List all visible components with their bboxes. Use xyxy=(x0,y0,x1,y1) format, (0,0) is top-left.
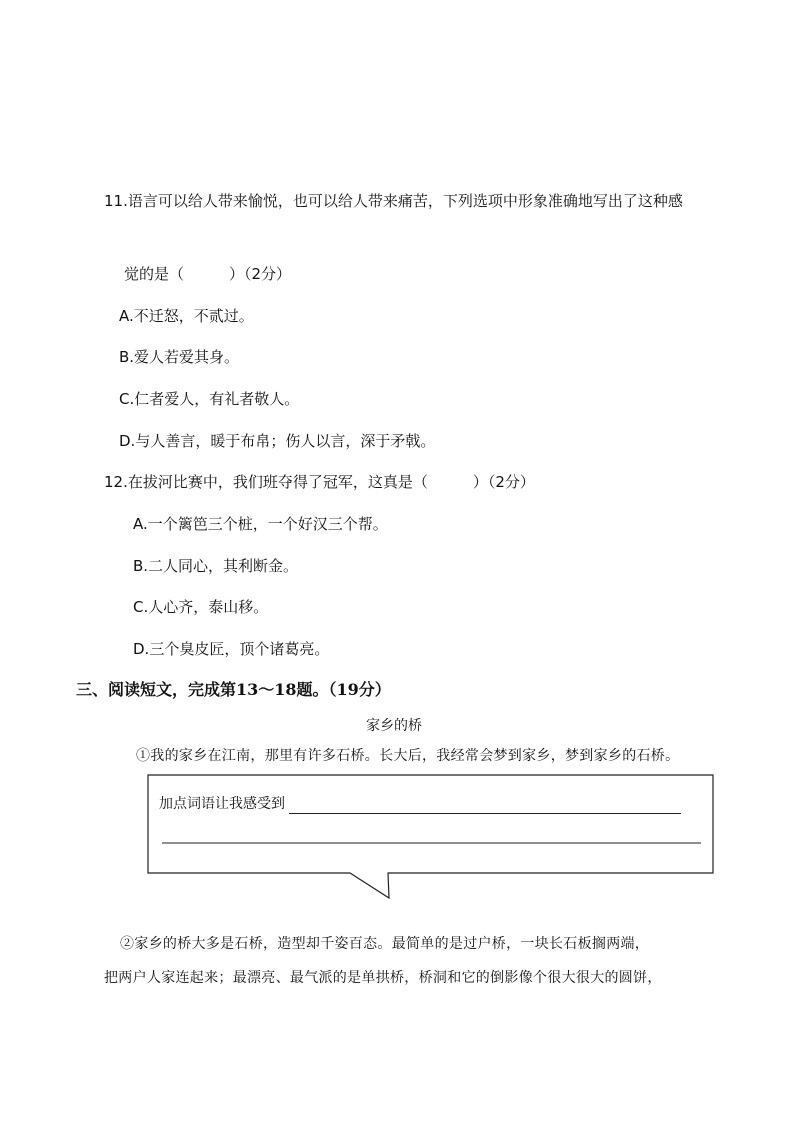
question-11-option-c: C.仁者爱人，有礼者敬人。 xyxy=(119,390,300,408)
article-title: 家乡的桥 xyxy=(366,718,422,734)
question-11-option-a: A.不迁怒，不贰过。 xyxy=(119,307,254,325)
paragraph-2-line-2: 把两户人家连起来；最漂亮、最气派的是单拱桥，桥洞和它的倒影像个很大很大的圆饼， xyxy=(104,970,662,986)
question-12-option-c: C.人心齐，泰山移。 xyxy=(133,598,269,616)
question-11-option-b: B.爱人若爱其身。 xyxy=(119,348,240,366)
paragraph-2-line-1: ②家乡的桥大多是石桥，造型却千姿百态。最简单的是过户桥，一块长石板搁两端， xyxy=(120,936,650,952)
paragraph-1: ①我的家乡在江南，那里有许多石桥。长大后，我经常会梦到家乡，梦到家乡的石桥。 xyxy=(136,748,680,764)
question-12-stem: 12.在拔河比赛中，我们班夺得了冠军，这真是（ ）（2分） xyxy=(104,473,535,491)
callout-prompt-label: 加点词语让我感受到 xyxy=(159,796,285,812)
question-11-stem: 11.语言可以给人带来愉悦，也可以给人带来痛苦，下列选项中形象准确地写出了这种感 xyxy=(104,192,683,210)
section-3-heading: 三、阅读短文，完成第13～18题。（19分） xyxy=(76,680,391,699)
question-12-option-a: A.一个篱笆三个桩，一个好汉三个帮。 xyxy=(133,515,388,533)
callout-prompt xyxy=(159,794,681,814)
question-12-option-d: D.三个臭皮匠，顶个诸葛亮。 xyxy=(133,640,330,658)
question-11-stem-continued: 觉的是（ ）（2分） xyxy=(124,265,292,283)
question-11-option-d: D.与人善言，暖于布帛；伤人以言，深于矛戟。 xyxy=(119,432,436,450)
answer-line-1[interactable] xyxy=(289,799,681,814)
question-12-option-b: B.二人同心，其利断金。 xyxy=(133,557,299,575)
